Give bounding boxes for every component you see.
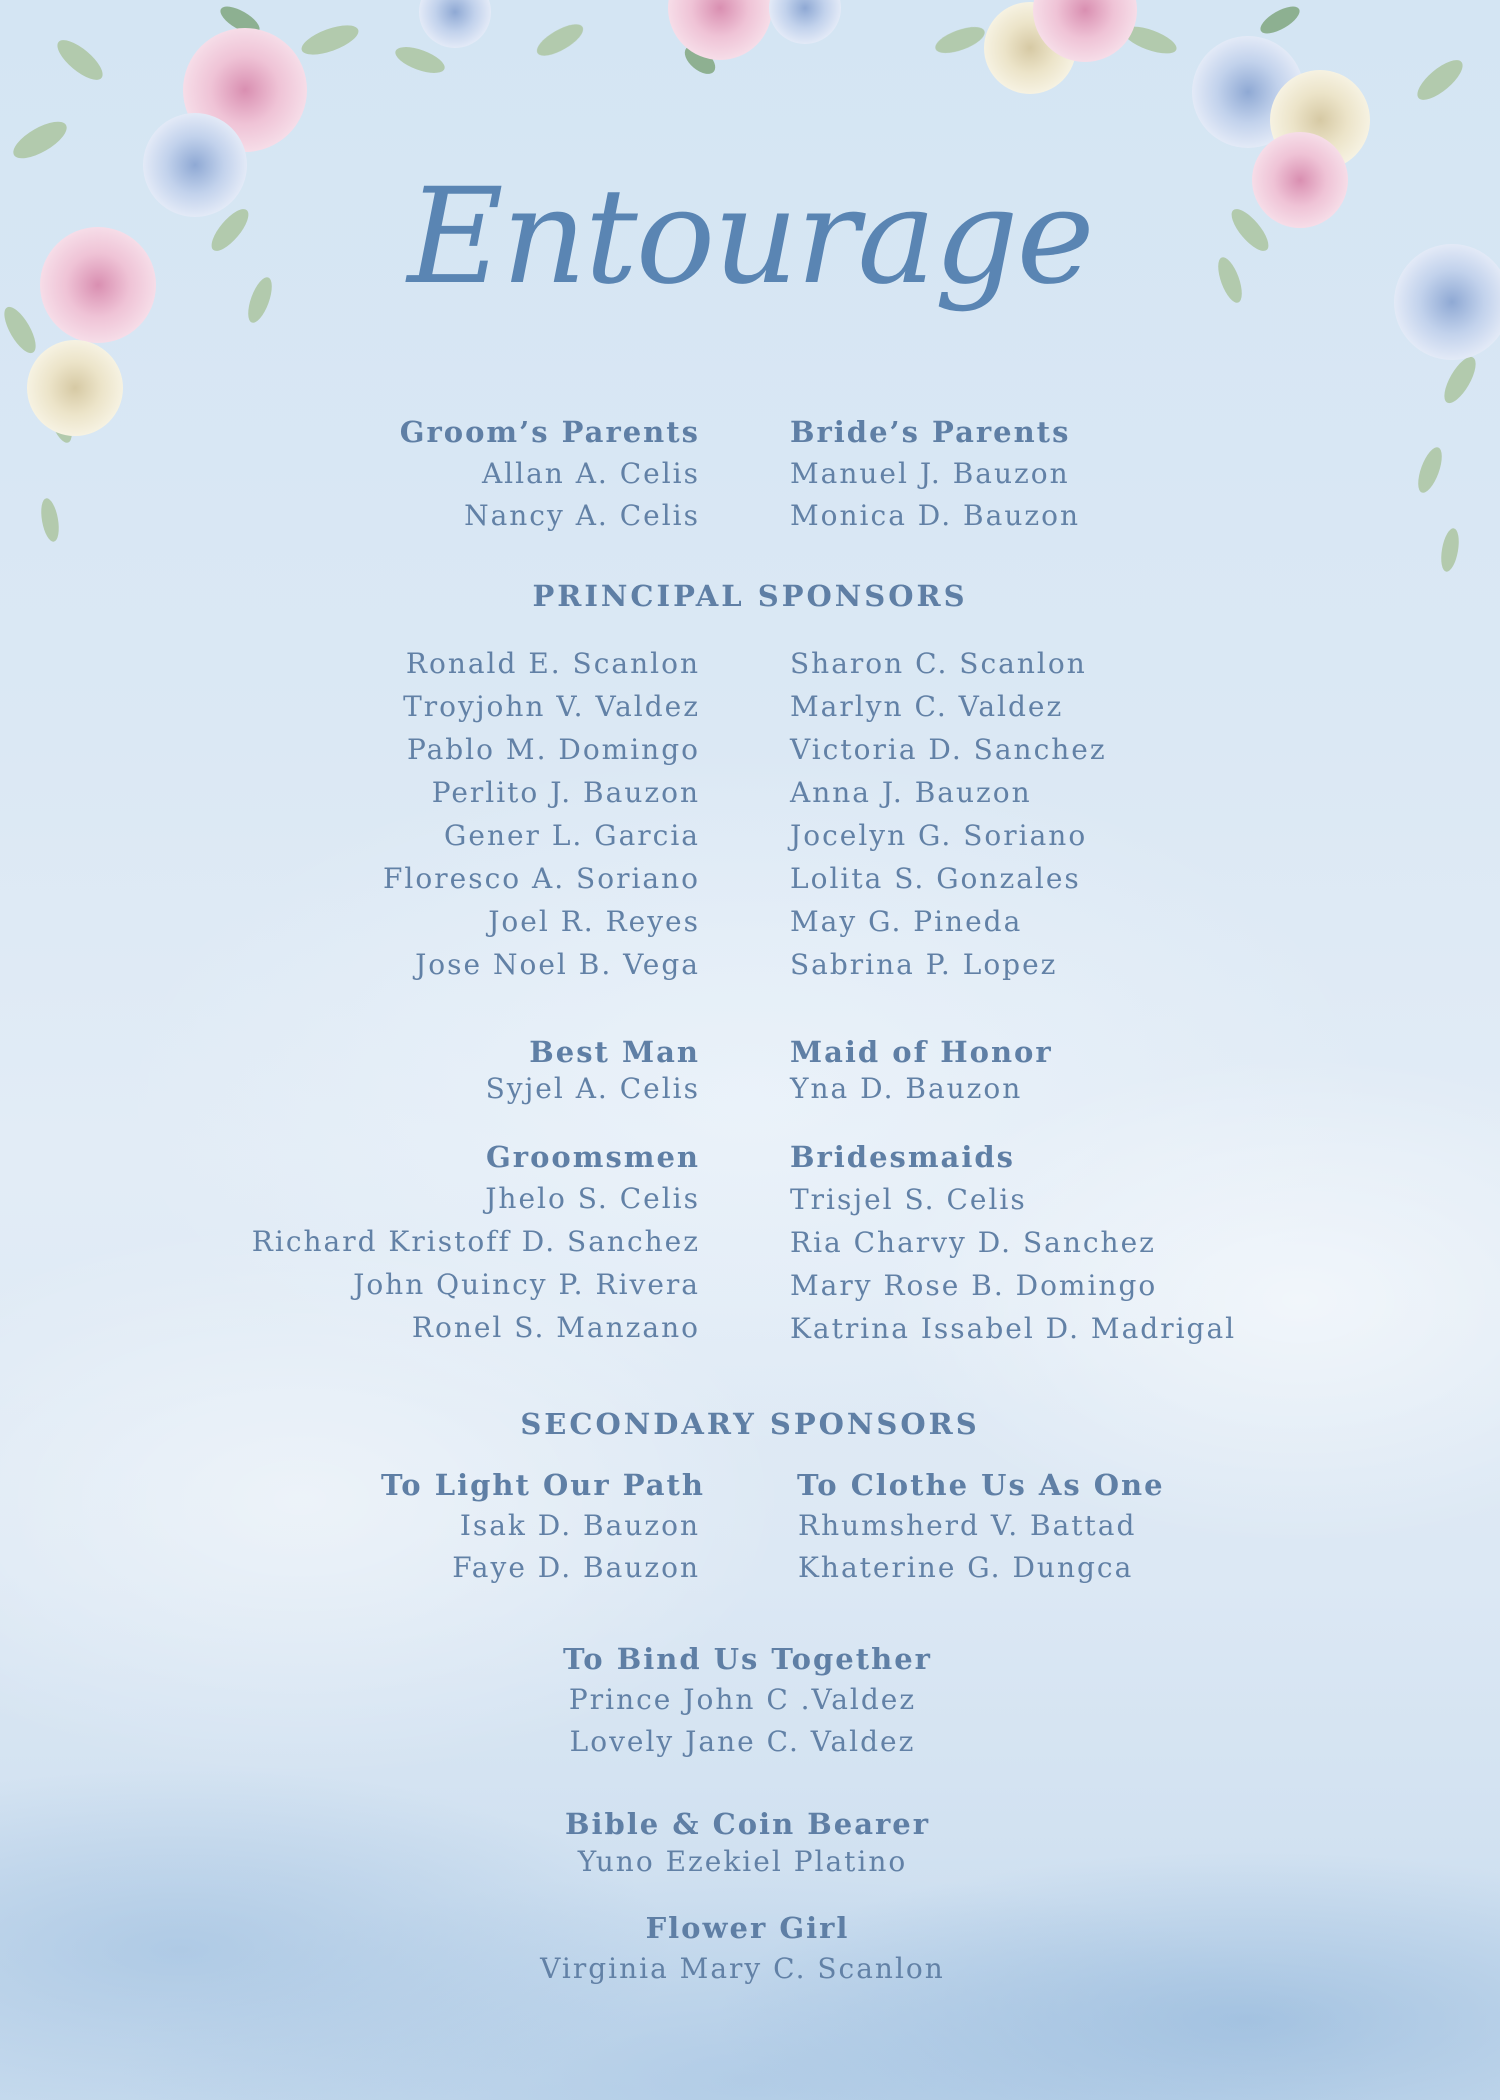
flower-girl-heading: Flower Girl (645, 1911, 850, 1945)
bridesmaid-name: Ria Charvy D. Sanchez (790, 1226, 1156, 1259)
principal-sponsor-right: Marlyn C. Valdez (790, 690, 1064, 723)
light-our-path-heading: To Light Our Path (381, 1468, 705, 1502)
bearer-name: Yuno Ezekiel Platino (577, 1845, 908, 1878)
principal-sponsor-left: Perlito J. Bauzon (431, 776, 700, 809)
groom-parent-name: Nancy A. Celis (464, 499, 700, 532)
light-our-path-name: Isak D. Bauzon (459, 1509, 700, 1542)
bridesmaids-heading: Bridesmaids (790, 1140, 1015, 1174)
principal-sponsor-right: Sharon C. Scanlon (790, 647, 1087, 680)
flower-girl-name: Virginia Mary C. Scanlon (540, 1952, 945, 1985)
bind-us-heading: To Bind Us Together (563, 1642, 932, 1676)
principal-sponsors-heading: PRINCIPAL SPONSORS (532, 579, 968, 613)
principal-sponsor-left: Jose Noel B. Vega (415, 948, 700, 981)
principal-sponsor-left: Ronald E. Scanlon (405, 647, 700, 680)
groomsman-name: Jhelo S. Celis (485, 1182, 700, 1215)
groomsman-name: Ronel S. Manzano (411, 1311, 700, 1344)
groomsmen-heading: Groomsmen (486, 1140, 700, 1174)
principal-sponsor-right: Lolita S. Gonzales (790, 862, 1081, 895)
clothe-us-name: Rhumsherd V. Battad (798, 1509, 1137, 1542)
groomsman-name: John Quincy P. Rivera (353, 1268, 700, 1301)
groom-parents-heading: Groom’s Parents (399, 415, 700, 449)
page-title: Entourage (407, 160, 1093, 314)
principal-sponsor-right: Victoria D. Sanchez (790, 733, 1107, 766)
clothe-us-name: Khaterine G. Dungca (798, 1551, 1134, 1584)
secondary-sponsors-heading: SECONDARY SPONSORS (520, 1407, 980, 1441)
principal-sponsor-right: Jocelyn G. Soriano (790, 819, 1088, 852)
principal-sponsor-right: May G. Pineda (790, 905, 1023, 938)
clothe-us-heading: To Clothe Us As One (797, 1468, 1165, 1502)
principal-sponsor-left: Joel R. Reyes (488, 905, 700, 938)
best-man-name: Syjel A. Celis (485, 1072, 700, 1105)
principal-sponsor-left: Troyjohn V. Valdez (403, 690, 700, 723)
groom-parent-name: Allan A. Celis (481, 457, 700, 490)
bearer-heading: Bible & Coin Bearer (564, 1807, 931, 1841)
maid-of-honor-name: Yna D. Bauzon (790, 1072, 1023, 1105)
bridesmaid-name: Katrina Issabel D. Madrigal (790, 1312, 1237, 1345)
principal-sponsor-right: Anna J. Bauzon (790, 776, 1032, 809)
maid-of-honor-heading: Maid of Honor (790, 1035, 1053, 1069)
bridesmaid-name: Trisjel S. Celis (790, 1183, 1027, 1216)
bride-parent-name: Manuel J. Bauzon (790, 457, 1070, 490)
principal-sponsor-right: Sabrina P. Lopez (790, 948, 1058, 981)
light-our-path-name: Faye D. Bauzon (452, 1551, 700, 1584)
groomsman-name: Richard Kristoff D. Sanchez (251, 1225, 700, 1258)
bride-parents-heading: Bride’s Parents (790, 415, 1071, 449)
bind-us-name: Lovely Jane C. Valdez (569, 1725, 916, 1758)
principal-sponsor-left: Pablo M. Domingo (406, 733, 700, 766)
bride-parent-name: Monica D. Bauzon (790, 499, 1080, 532)
principal-sponsor-left: Gener L. Garcia (444, 819, 700, 852)
bind-us-name: Prince John C .Valdez (568, 1683, 917, 1716)
bridesmaid-name: Mary Rose B. Domingo (790, 1269, 1158, 1302)
best-man-heading: Best Man (529, 1035, 700, 1069)
principal-sponsor-left: Floresco A. Soriano (383, 862, 700, 895)
